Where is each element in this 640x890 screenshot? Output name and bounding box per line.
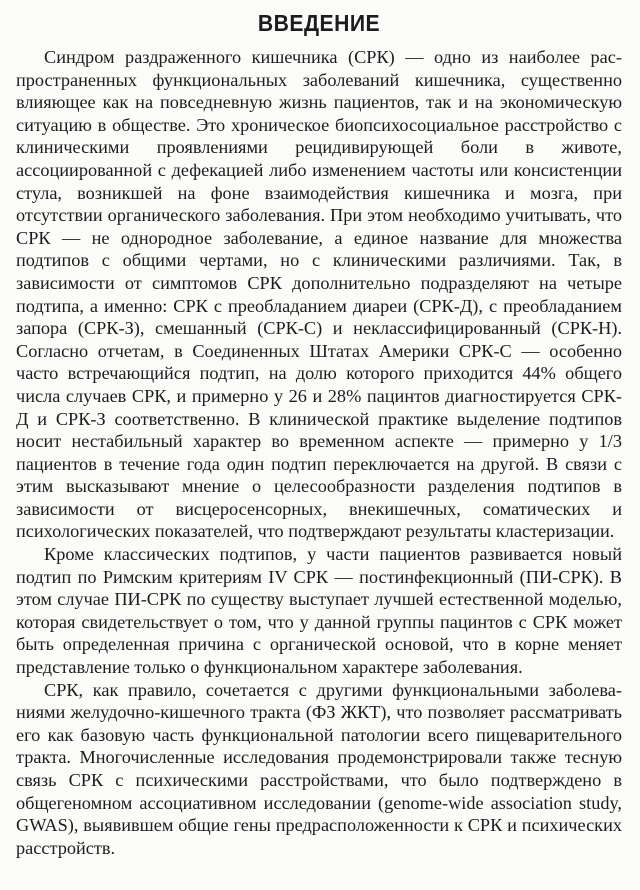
paragraph-post-infectious: Кроме классических подтипов, у части пациентов развивается новый подтип по Римским критериям IV СРК — постинфекционный (ПИ-СРК). В этом случае ПИ-СРК по существу выступает лучшей естественной моделью, которая свидетельствует о том, что у данной группы пацинтов с СРК может быть определенная причина с органической основой, что в корне меняет представление только о функциональном характере заболевания. [16, 544, 622, 678]
paragraph-comorbidity: СРК, как правило, сочетается с другими функциональными заболеваниями желудочно-кишечного тракта (ФЗ ЖКТ), что позволяет рассматривать его как базовую часть функциональной патологии всего пищеварительного тракта. Многочисленные исследования продемонстрировали также тесную связь СРК с психическими расстройствами, что было подтверждено в общегеномном ассоциативном исследовании (genome-wide association study, GWAS), выявившем общие гены предрасположенности к СРК и психических расстройств. [16, 679, 622, 858]
chapter-title: ВВЕДЕНИЕ [257, 10, 381, 36]
paragraph-ibs-definition: Синдром раздраженного кишечника (СРК) — одно из наиболее распространенных функциональных заболеваний кишечника, существенно влияющее как на повседневную жизнь пациентов, так и на экономическую ситуацию в обществе. Это хроническое биопсихосоциальное расстройство с клиническими проявлениями рецидивирующей боли в животе, ассоциированной с дефекацией либо изменением частоты или консистенции стула, возникшей на фоне взаимодействия кишечника и мозга, при отсутствии органического заболевания. При этом необходимо учитывать, что СРК — не однородное заболевание, а единое название для множества подтипов с общими чертами, но с клиническими различиями. Так, в зависимости от симптомов СРК дополнительно подразделяют на четыре подтипа, а именно: СРК с преобладанием диареи (СРК-Д), с преобладанием запора (СРК-З), смешанный (СРК-С) и неклассифицированный (СРК-Н). Согласно отчетам, в Соединенных Штатах Америки СРК-С — особенно часто встречающийся подтип, на долю которого приходится 44% общего числа случаев СРК, и примерно у 26 и 28% пацинтов диагностируется СРК-Д и СРК-З соответственно. В клинической практике выделение подтипов носит нестабильный характер во временном аспекте — примерно у 1/3 пациентов в течение года один подтип переключается на другой. В связи с этим высказывают мнение о целесообразности разделения подтипов в зависимости от висцеросенсорных, внекишечных, соматических и психологических показателей, что подтверждают результаты кластеризации. [16, 47, 622, 542]
document-page [16, 0, 622, 859]
